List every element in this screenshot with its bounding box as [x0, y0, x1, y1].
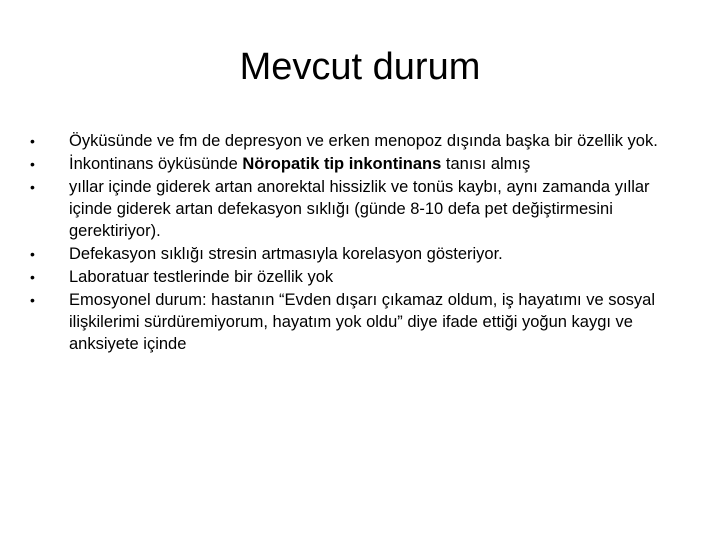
- bullet-text: Öyküsünde ve fm de depresyon ve erken menopoz dışında başka bir özellik yok.: [69, 132, 658, 150]
- bullet-item: [30, 266, 695, 288]
- slide-title: Mevcut durum: [239, 46, 481, 88]
- bullet-text: yıllar içinde giderek artan anorektal hissizlik ve tonüs kaybı, aynı zamanda yıllar içinde giderek artan defekasyon sıklığı (günde 8-10 defa pet değiştirmesini gerektiriyor).: [69, 178, 650, 240]
- bullet-item: [30, 176, 695, 242]
- bullet-icon: •: [30, 269, 35, 285]
- bullet-icon: •: [30, 133, 35, 149]
- bullet-icon: •: [30, 156, 35, 172]
- bullet-icon: •: [30, 246, 35, 262]
- bullet-text-bold: Nöropatik tip inkontinans: [242, 155, 442, 173]
- bullet-text-prefix: İnkontinans öyküsünde: [69, 155, 243, 173]
- bullet-icon: •: [30, 179, 35, 195]
- bullet-text: Laboratuar testlerinde bir özellik yok: [69, 268, 334, 286]
- bullet-item: [30, 243, 695, 265]
- bullet-text-suffix: tanısı almış: [441, 155, 531, 173]
- bullet-text: Emosyonel durum: hastanın “Evden dışarı çıkamaz oldum, iş hayatımı ve sosyal ilişkilerimi sürdüremiyorum, hayatım yok oldu” diye ifade ettiği yoğun kaygı ve anksiyete içinde: [69, 291, 656, 353]
- bullet-item: [30, 130, 695, 152]
- bullet-item: [30, 289, 695, 355]
- bullet-item: [30, 153, 695, 175]
- bullet-list: [30, 130, 695, 356]
- bullet-icon: •: [30, 292, 35, 308]
- bullet-text: Defekasyon sıklığı stresin artmasıyla korelasyon gösteriyor.: [69, 245, 503, 263]
